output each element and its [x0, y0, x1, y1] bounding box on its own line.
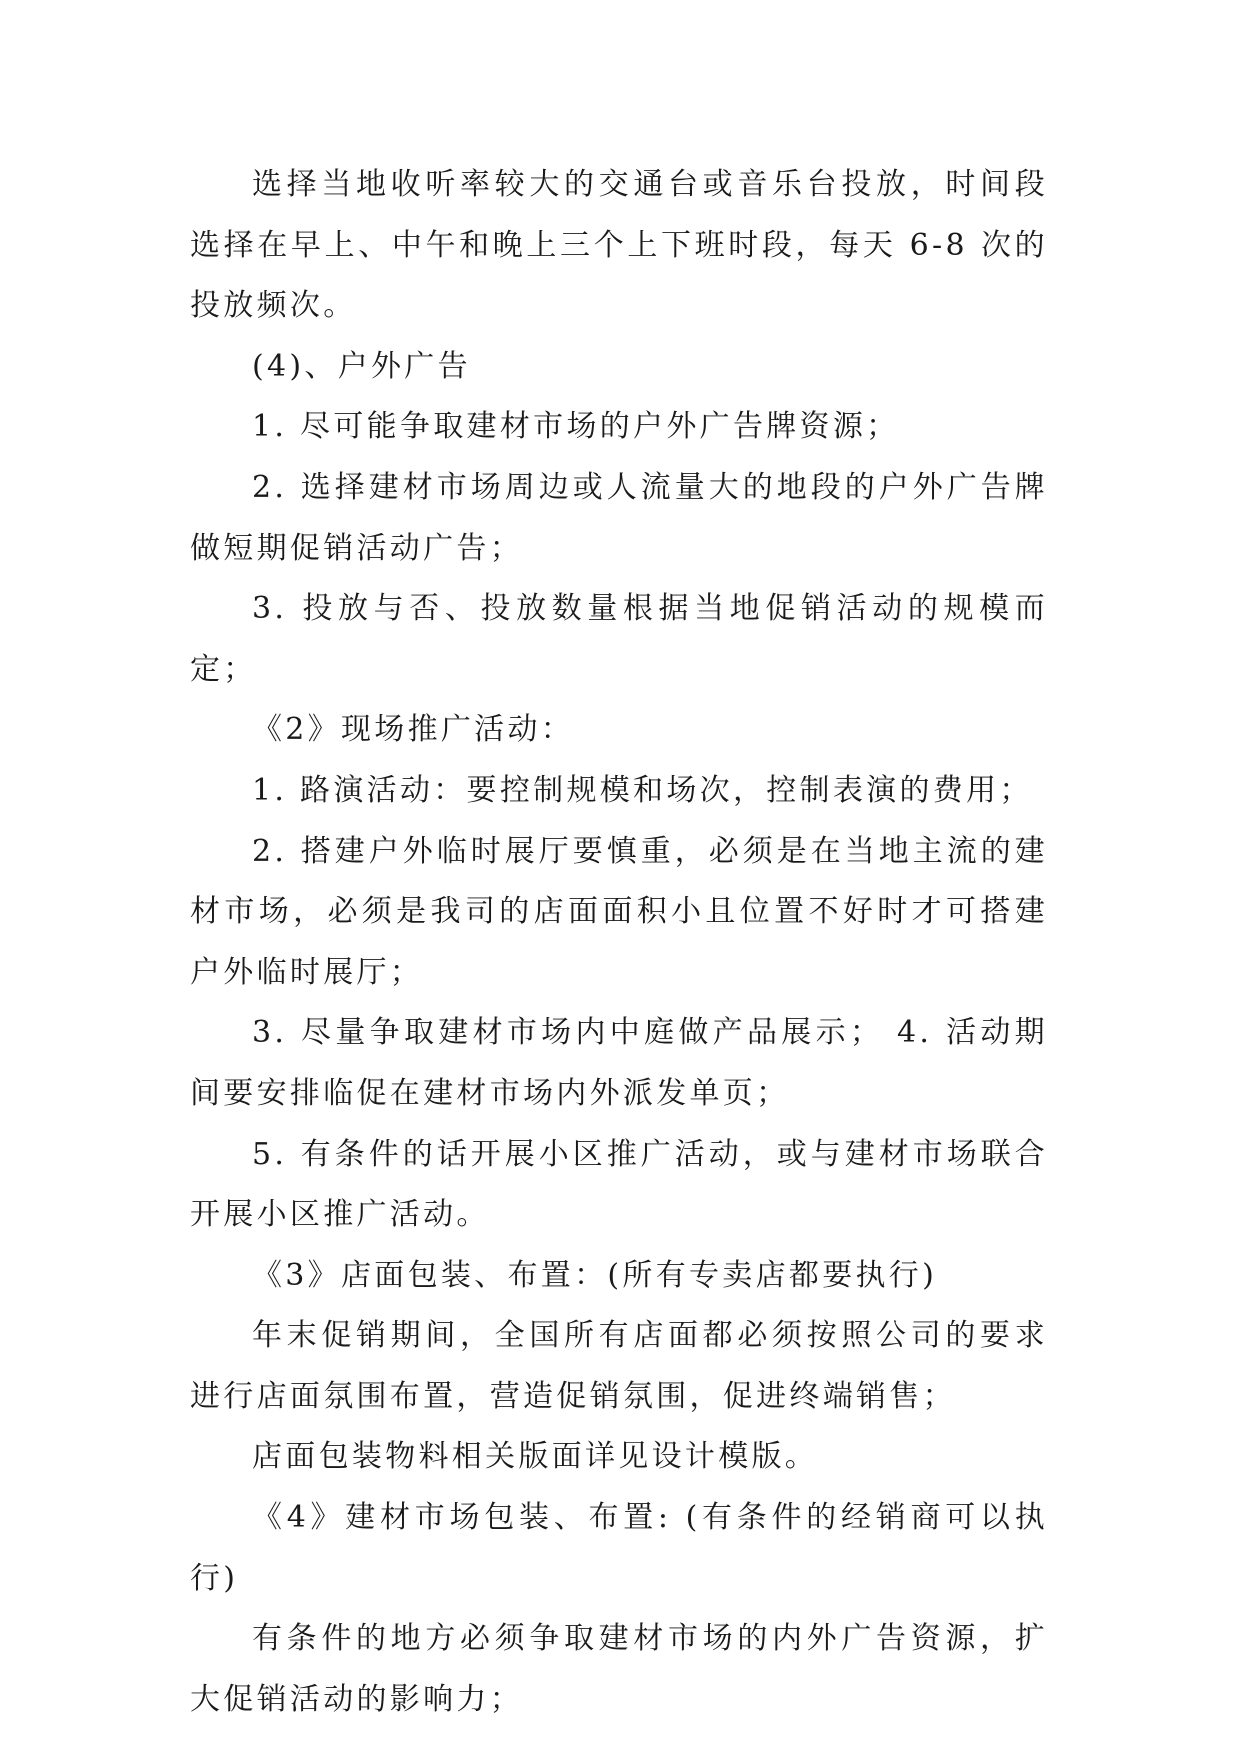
list-item-onsite-3-4: 3. 尽量争取建材市场内中庭做产品展示； 4. 活动期间要安排临促在建材市场内外派发单页；: [190, 1015, 1048, 1111]
paragraph-store-materials: 店面包装物料相关版面详见设计模版。: [252, 1439, 819, 1475]
heading-onsite-promotion: 《2》现场推广活动：: [252, 712, 575, 748]
list-item-onsite-1: 1. 路演活动：要控制规模和场次，控制表演的费用；: [252, 772, 1033, 808]
document-body: [190, 155, 1048, 1730]
list-item-outdoor-3: 3. 投放与否、投放数量根据当地促销活动的规模而定；: [190, 591, 1048, 687]
paragraph-market-resources: 有条件的地方必须争取建材市场的内外广告资源，扩大促销活动的影响力；: [190, 1621, 1048, 1717]
heading-store-decoration: 《3》店面包装、布置：(所有专卖店都要执行): [252, 1257, 938, 1293]
paragraph-radio-ad: 选择当地收听率较大的交通台或音乐台投放，时间段选择在早上、中午和晚上三个上下班时段，每天 6-8 次的投放频次。: [190, 167, 1048, 324]
heading-outdoor-ad: (4)、户外广告: [252, 348, 471, 384]
list-item-onsite-2: 2. 搭建户外临时展厅要慎重，必须是在当地主流的建材市场，必须是我司的店面面积小且位置不好时才可搭建户外临时展厅；: [190, 833, 1048, 990]
list-item-onsite-5: 5. 有条件的话开展小区推广活动，或与建材市场联合开展小区推广活动。: [190, 1136, 1048, 1233]
list-item-outdoor-1: 1. 尽可能争取建材市场的户外广告牌资源；: [252, 409, 900, 445]
list-item-outdoor-2: 2. 选择建材市场周边或人流量大的地段的户外广告牌做短期促销活动广告；: [190, 469, 1048, 566]
heading-market-decoration: 《4》建材市场包装、布置: (有条件的经销商可以执行): [190, 1500, 1048, 1596]
paragraph-store-atmosphere: 年末促销期间，全国所有店面都必须按照公司的要求进行店面氛围布置，营造促销氛围，促进终端销售；: [190, 1318, 1048, 1414]
